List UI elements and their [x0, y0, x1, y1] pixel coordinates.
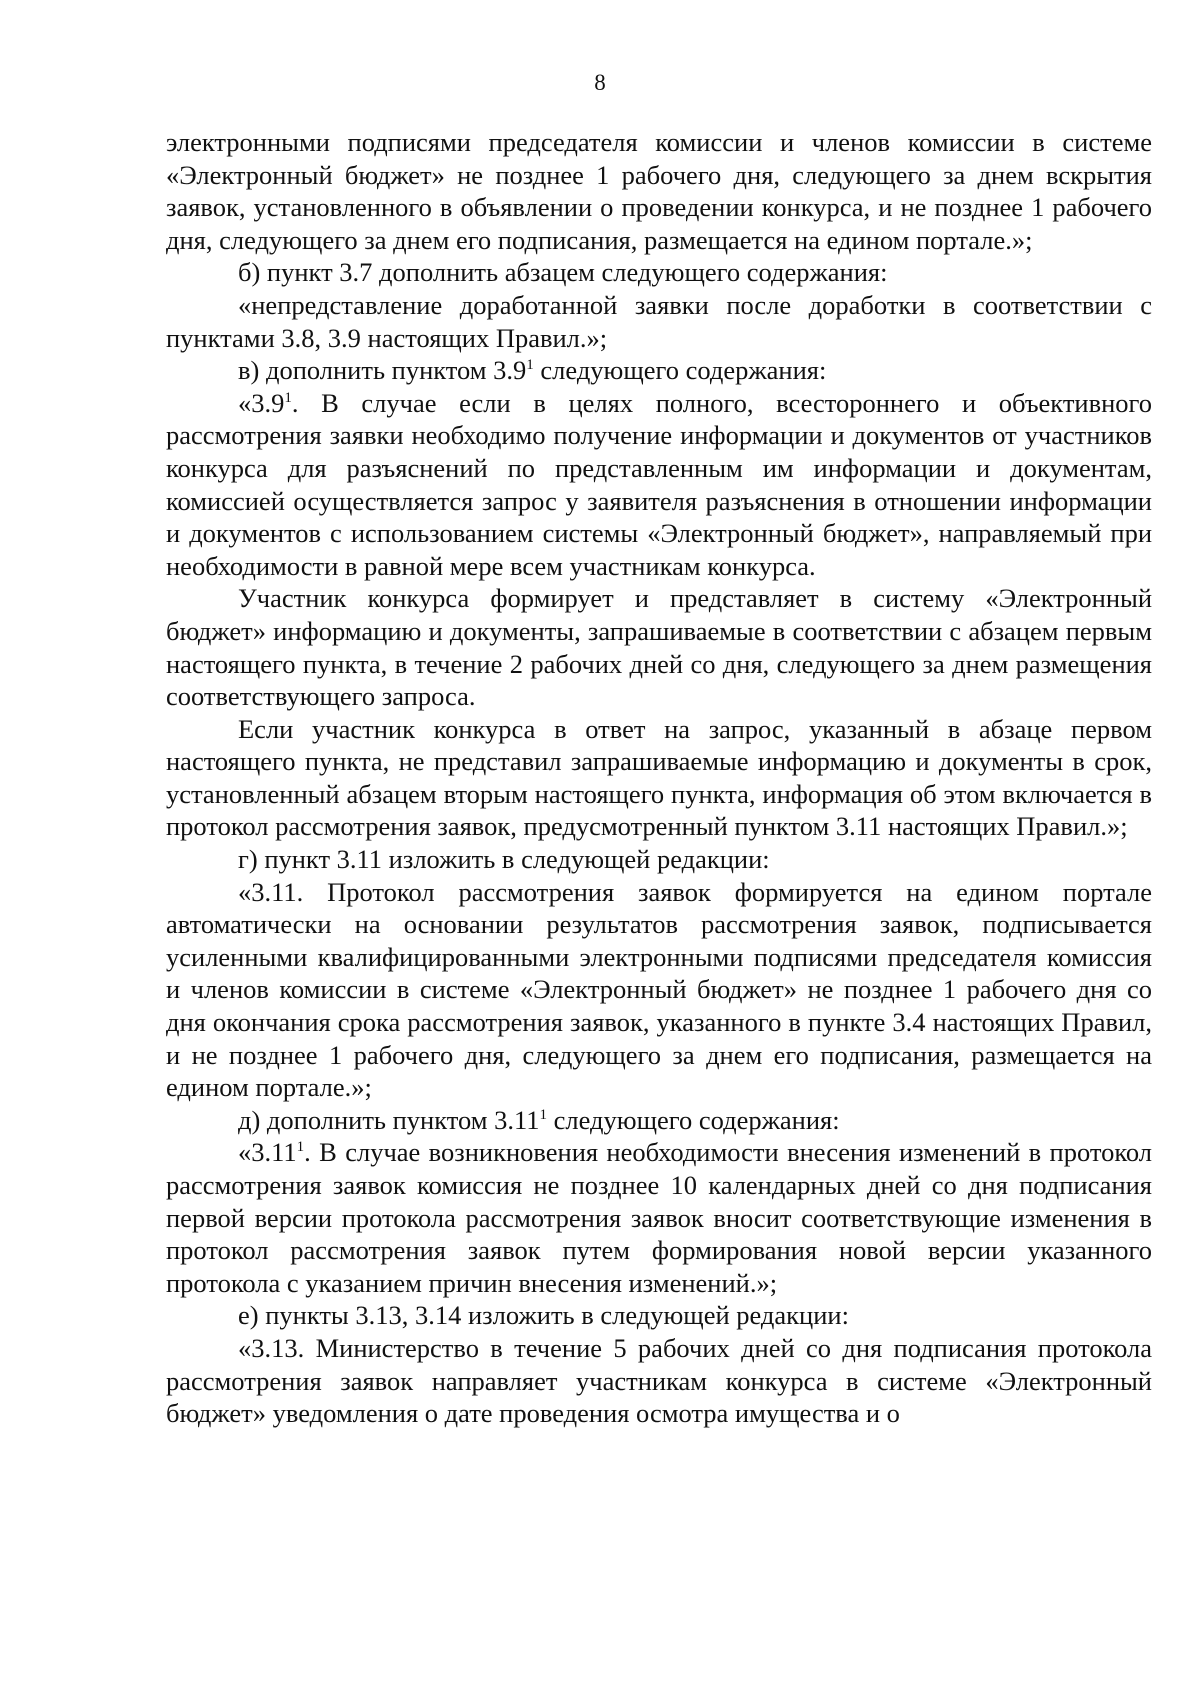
paragraph-quote-nonsubmission: «непредставление доработанной заявки после доработки в соответствии с пунктами 3.8, 3.9 настоящих Правил.»;	[166, 289, 1152, 353]
paragraph-clause-3-9-1	[166, 387, 1152, 583]
text-fragment: «3.11	[238, 1137, 297, 1168]
paragraph-clause-3-11-1	[166, 1136, 1152, 1299]
superscript: 1	[296, 1139, 305, 1156]
paragraph-item-d	[166, 1104, 1152, 1137]
paragraph-continuation: электронными подписями председателя комиссии и членов комиссии в системе «Электронный бюджет» не позднее 1 рабочего дня, следующего за днем вскрытия заявок, установленного в объявлении о проведении конкурса, и не позднее 1 рабочего дня, следующего за днем его подписания, размещается на едином портале.»;	[166, 127, 1152, 255]
paragraph-clause-3-11: «3.11. Протокол рассмотрения заявок формируется на едином портале автоматически на основании результатов рассмотрения заявок, подписывается усиленными квалифицированными электронными подписями председателя комиссия и членов комиссии в системе «Электронный бюджет» не позднее 1 рабочего дня со дня окончания срока рассмотрения заявок, указанного в пункте 3.4 настоящих Правил, и не позднее 1 рабочего дня, следующего за днем его подписания, размещается на едином портале.»;	[166, 876, 1152, 1103]
page-number: 8	[594, 70, 606, 95]
paragraph-clause-3-13: «3.13. Министерство в течение 5 рабочих дней со дня подписания протокола рассмотрения заявок направляет участникам конкурса в системе «Электронный бюджет» уведомления о дате проведения осмотра имущества и о	[166, 1332, 1152, 1429]
superscript: 1	[539, 1106, 548, 1123]
paragraph-if-not-submitted: Если участник конкурса в ответ на запрос, указанный в абзаце первом настоящего пункта, не представил запрашиваемые информацию и документы в срок, установленный абзацем вторым настоящего пункта, информация об этом включается в протокол рассмотрения заявок, предусмотренный пунктом 3.11 настоящих Правил.»;	[166, 713, 1152, 842]
text-fragment: в) дополнить пунктом 3.9	[238, 355, 527, 386]
superscript: 1	[526, 357, 534, 374]
paragraph-item-e: е) пункты 3.13, 3.14 изложить в следующей редакции:	[238, 1300, 849, 1331]
text-fragment: следующего содержания:	[533, 355, 827, 386]
text-fragment: следующего содержания:	[547, 1104, 840, 1135]
text-fragment: . В случае возникновения необходимости внесения изменений в протокол рассмотрения заявок комиссия не позднее 10 календарных дней со дня подписания первой версии протокола рассмотрения заявок вносит соответствующие изменения в протокол рассмотрения заявок путем формирования новой версии указанного протокола с указанием причин внесения изменений.»;	[166, 1137, 1152, 1298]
paragraph-item-v	[166, 354, 1152, 387]
superscript: 1	[284, 389, 292, 406]
text-fragment: . В случае если в целях полного, всестороннего и объективного рассмотрения заявки необходимо получение информации и документов от участников конкурса для разъяснений по представленным им информации и документам, комиссией осуществляется запрос у заявителя разъяснения в отношении информации и документов с использованием системы «Электронный бюджет», направляемый при необходимости в равной мере всем участникам конкурса.	[166, 387, 1152, 581]
document-body	[166, 126, 1152, 1430]
text-fragment: «3.9	[238, 387, 285, 418]
paragraph-item-b: б) пункт 3.7 дополнить абзацем следующего содержания:	[238, 257, 888, 288]
paragraph-item-g: г) пункт 3.11 изложить в следующей редакции:	[238, 844, 770, 875]
text-fragment: д) дополнить пунктом 3.11	[238, 1104, 540, 1135]
paragraph-participant-submits: Участник конкурса формирует и представляет в систему «Электронный бюджет» информацию и документы, запрашиваемые в соответствии с абзацем первым настоящего пункта, в течение 2 рабочих дней со дня, следующего за днем размещения соответствующего запроса.	[166, 583, 1152, 712]
